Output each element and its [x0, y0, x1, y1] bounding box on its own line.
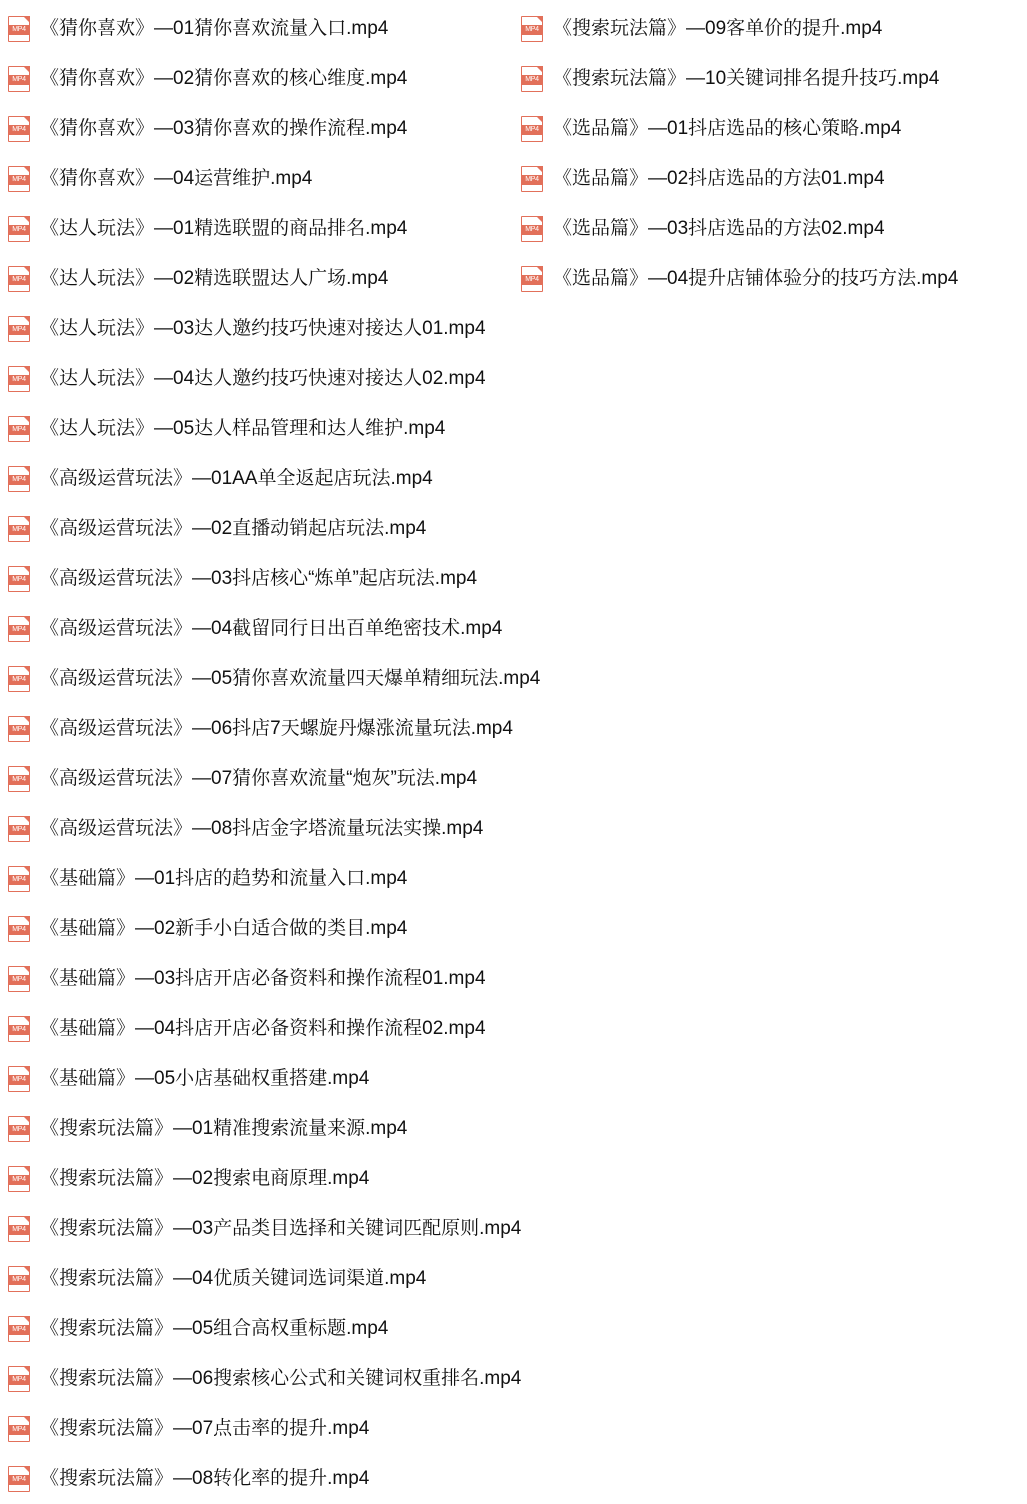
mp4-file-icon-label: MP4 — [9, 825, 29, 835]
file-list-item[interactable] — [8, 1104, 513, 1154]
file-name: 《猜你喜欢》—02猜你喜欢的核心维度.mp4 — [40, 68, 408, 89]
mp4-file-icon-label: MP4 — [9, 475, 29, 485]
mp4-file-icon — [8, 466, 30, 492]
mp4-file-icon — [8, 316, 30, 342]
mp4-file-icon — [8, 416, 30, 442]
mp4-file-icon-label: MP4 — [9, 275, 29, 285]
mp4-file-icon — [521, 266, 543, 292]
mp4-file-icon-label: MP4 — [522, 175, 542, 185]
file-name: 《搜索玩法篇》—06搜索核心公式和关键词权重排名.mp4 — [40, 1368, 522, 1389]
file-name: 《高级运营玩法》—04截留同行日出百单绝密技术.mp4 — [40, 618, 503, 639]
mp4-file-icon-label: MP4 — [9, 325, 29, 335]
file-name: 《搜索玩法篇》—04优质关键词选词渠道.mp4 — [40, 1268, 427, 1289]
mp4-file-icon-label: MP4 — [522, 125, 542, 135]
file-name: 《高级运营玩法》—02直播动销起店玩法.mp4 — [40, 518, 427, 539]
mp4-file-icon — [8, 1166, 30, 1192]
file-list-item[interactable] — [521, 154, 1026, 204]
mp4-file-icon-label: MP4 — [9, 975, 29, 985]
mp4-file-icon — [8, 1116, 30, 1142]
file-name: 《基础篇》—01抖店的趋势和流量入口.mp4 — [40, 868, 408, 889]
mp4-file-icon-label: MP4 — [9, 1125, 29, 1135]
file-name: 《基础篇》—04抖店开店必备资料和操作流程02.mp4 — [40, 1018, 486, 1039]
file-name: 《基础篇》—03抖店开店必备资料和操作流程01.mp4 — [40, 968, 486, 989]
mp4-file-icon — [8, 916, 30, 942]
file-name: 《选品篇》—01抖店选品的核心策略.mp4 — [553, 118, 902, 139]
file-name: 《选品篇》—03抖店选品的方法02.mp4 — [553, 218, 885, 239]
mp4-file-icon-label: MP4 — [9, 1375, 29, 1385]
mp4-file-icon-label: MP4 — [9, 525, 29, 535]
mp4-file-icon — [8, 216, 30, 242]
file-list-item[interactable] — [8, 504, 513, 554]
mp4-file-icon-label: MP4 — [9, 775, 29, 785]
mp4-file-icon-label: MP4 — [9, 125, 29, 135]
file-name: 《搜索玩法篇》—03产品类目选择和关键词匹配原则.mp4 — [40, 1218, 522, 1239]
mp4-file-icon-label: MP4 — [522, 275, 542, 285]
mp4-file-icon — [8, 766, 30, 792]
file-list-column-left — [0, 4, 541, 1504]
mp4-file-icon — [8, 1266, 30, 1292]
mp4-file-icon — [8, 616, 30, 642]
mp4-file-icon — [8, 1366, 30, 1392]
mp4-file-icon-label: MP4 — [522, 25, 542, 35]
file-name: 《高级运营玩法》—06抖店7天螺旋丹爆涨流量玩法.mp4 — [40, 718, 513, 739]
file-name: 《基础篇》—02新手小白适合做的类目.mp4 — [40, 918, 408, 939]
file-list-item[interactable] — [521, 54, 1026, 104]
mp4-file-icon-label: MP4 — [522, 75, 542, 85]
mp4-file-icon — [8, 1416, 30, 1442]
file-name: 《猜你喜欢》—04运营维护.mp4 — [40, 168, 313, 189]
mp4-file-icon-label: MP4 — [9, 1225, 29, 1235]
file-list-item[interactable] — [8, 304, 513, 354]
mp4-file-icon — [8, 716, 30, 742]
file-name: 《高级运营玩法》—08抖店金字塔流量玩法实操.mp4 — [40, 818, 484, 839]
file-list-item[interactable] — [8, 454, 513, 504]
mp4-file-icon — [521, 16, 543, 42]
file-name: 《猜你喜欢》—01猜你喜欢流量入口.mp4 — [40, 18, 389, 39]
file-list-item[interactable] — [521, 104, 1026, 154]
file-name: 《基础篇》—05小店基础权重搭建.mp4 — [40, 1068, 370, 1089]
file-list-column-right — [513, 4, 1026, 304]
mp4-file-icon-label: MP4 — [9, 875, 29, 885]
mp4-file-icon-label: MP4 — [9, 1075, 29, 1085]
mp4-file-icon-label: MP4 — [9, 25, 29, 35]
file-name: 《选品篇》—02抖店选品的方法01.mp4 — [553, 168, 885, 189]
mp4-file-icon — [8, 1216, 30, 1242]
mp4-file-icon-label: MP4 — [522, 225, 542, 235]
file-list-item[interactable] — [521, 204, 1026, 254]
file-list-item[interactable] — [8, 1004, 513, 1054]
mp4-file-icon-label: MP4 — [9, 1475, 29, 1485]
mp4-file-icon-label: MP4 — [9, 175, 29, 185]
file-list-item[interactable] — [8, 54, 513, 104]
mp4-file-icon — [8, 266, 30, 292]
file-list-item[interactable] — [8, 754, 513, 804]
mp4-file-icon-label: MP4 — [9, 725, 29, 735]
mp4-file-icon — [8, 1066, 30, 1092]
mp4-file-icon-label: MP4 — [9, 1325, 29, 1335]
mp4-file-icon — [521, 66, 543, 92]
file-name: 《搜索玩法篇》—02搜索电商原理.mp4 — [40, 1168, 370, 1189]
mp4-file-icon — [8, 966, 30, 992]
file-list-item[interactable] — [8, 1454, 513, 1504]
file-list-item[interactable] — [8, 654, 541, 704]
mp4-file-icon — [8, 1316, 30, 1342]
mp4-file-icon — [8, 1016, 30, 1042]
file-name: 《搜索玩法篇》—10关键词排名提升技巧.mp4 — [553, 68, 940, 89]
file-list-item[interactable] — [8, 1254, 513, 1304]
file-name: 《达人玩法》—05达人样品管理和达人维护.mp4 — [40, 418, 446, 439]
mp4-file-icon — [521, 216, 543, 242]
file-name: 《猜你喜欢》—03猜你喜欢的操作流程.mp4 — [40, 118, 408, 139]
mp4-file-icon-label: MP4 — [9, 675, 29, 685]
file-name: 《搜索玩法篇》—05组合高权重标题.mp4 — [40, 1318, 389, 1339]
mp4-file-icon — [8, 516, 30, 542]
file-name: 《达人玩法》—04达人邀约技巧快速对接达人02.mp4 — [40, 368, 486, 389]
file-name: 《搜索玩法篇》—08转化率的提升.mp4 — [40, 1468, 370, 1489]
file-name: 《达人玩法》—02精选联盟达人广场.mp4 — [40, 268, 389, 289]
mp4-file-icon — [8, 866, 30, 892]
file-name: 《达人玩法》—03达人邀约技巧快速对接达人01.mp4 — [40, 318, 486, 339]
file-list-item[interactable] — [8, 1304, 513, 1354]
file-name: 《搜索玩法篇》—07点击率的提升.mp4 — [40, 1418, 370, 1439]
mp4-file-icon — [521, 166, 543, 192]
file-list-item[interactable] — [8, 804, 513, 854]
mp4-file-icon-label: MP4 — [9, 925, 29, 935]
mp4-file-icon-label: MP4 — [9, 1175, 29, 1185]
file-list-item[interactable] — [8, 254, 513, 304]
mp4-file-icon — [8, 116, 30, 142]
mp4-file-icon — [8, 366, 30, 392]
mp4-file-icon — [8, 66, 30, 92]
mp4-file-icon-label: MP4 — [9, 575, 29, 585]
file-name: 《选品篇》—04提升店铺体验分的技巧方法.mp4 — [553, 268, 959, 289]
file-list-item[interactable] — [8, 554, 513, 604]
file-list-item[interactable] — [8, 1204, 522, 1254]
mp4-file-icon — [8, 16, 30, 42]
file-list-item[interactable] — [8, 404, 513, 454]
file-name: 《高级运营玩法》—01AA单全返起店玩法.mp4 — [40, 468, 433, 489]
mp4-file-icon-label: MP4 — [9, 1025, 29, 1035]
mp4-file-icon-label: MP4 — [9, 225, 29, 235]
mp4-file-icon — [8, 166, 30, 192]
file-list-item[interactable] — [521, 4, 1026, 54]
mp4-file-icon — [8, 566, 30, 592]
mp4-file-icon — [8, 1466, 30, 1492]
file-name: 《搜索玩法篇》—01精准搜索流量来源.mp4 — [40, 1118, 408, 1139]
mp4-file-icon-label: MP4 — [9, 375, 29, 385]
file-list-item[interactable] — [8, 1404, 513, 1454]
mp4-file-icon — [8, 666, 30, 692]
file-name: 《搜索玩法篇》—09客单价的提升.mp4 — [553, 18, 883, 39]
file-list-item[interactable] — [8, 154, 513, 204]
file-name: 《高级运营玩法》—07猜你喜欢流量“炮灰”玩法.mp4 — [40, 768, 478, 789]
file-name: 《高级运营玩法》—05猜你喜欢流量四天爆单精细玩法.mp4 — [40, 668, 541, 689]
mp4-file-icon — [521, 116, 543, 142]
file-list-item[interactable] — [8, 1354, 522, 1404]
file-list-item[interactable] — [8, 1154, 513, 1204]
mp4-file-icon-label: MP4 — [9, 625, 29, 635]
file-list-item[interactable] — [8, 104, 513, 154]
mp4-file-icon-label: MP4 — [9, 1275, 29, 1285]
mp4-file-icon-label: MP4 — [9, 1425, 29, 1435]
file-list-item[interactable] — [8, 954, 513, 1004]
file-list-item[interactable] — [8, 1054, 513, 1104]
file-list-item[interactable] — [8, 604, 513, 654]
file-list-item[interactable] — [8, 354, 513, 404]
mp4-file-icon — [8, 816, 30, 842]
mp4-file-icon-label: MP4 — [9, 425, 29, 435]
file-list-item[interactable] — [8, 904, 513, 954]
file-list-item[interactable] — [521, 254, 1026, 304]
file-name: 《达人玩法》—01精选联盟的商品排名.mp4 — [40, 218, 408, 239]
file-list-item[interactable] — [8, 204, 513, 254]
file-list-item[interactable] — [8, 854, 513, 904]
file-name: 《高级运营玩法》—03抖店核心“炼单”起店玩法.mp4 — [40, 568, 478, 589]
file-list-item[interactable] — [8, 4, 513, 54]
mp4-file-icon-label: MP4 — [9, 75, 29, 85]
file-list-item[interactable] — [8, 704, 513, 754]
